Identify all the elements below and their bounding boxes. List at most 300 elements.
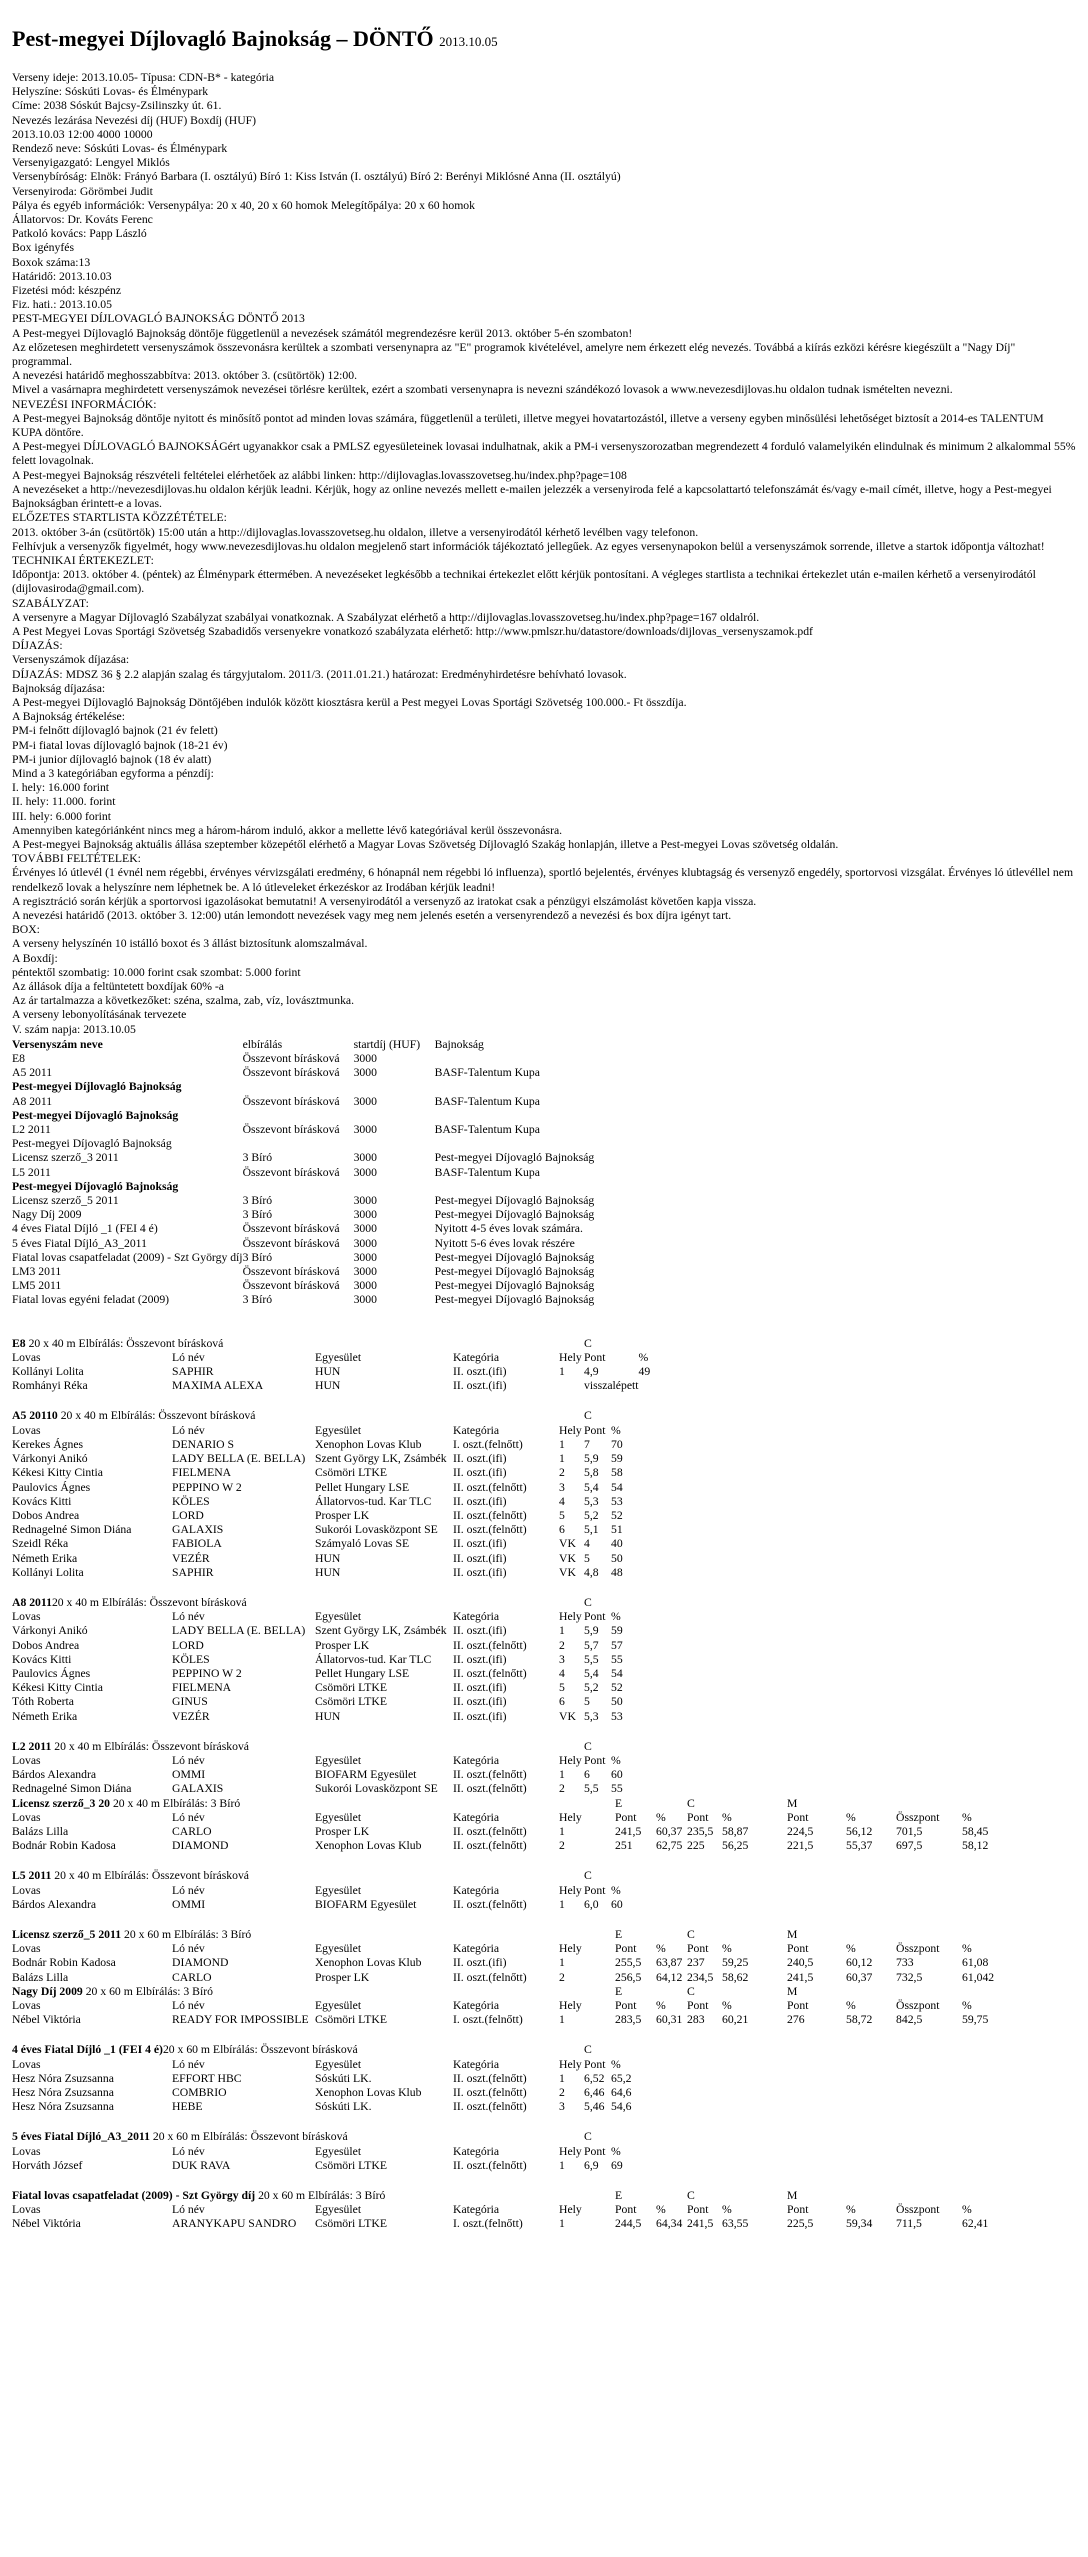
result-header-cell: Hely [559,1350,582,1364]
result-cell: Sukorói Lovasközpont SE [315,1523,438,1537]
result-section-title: 4 éves Fiatal Díjló _1 (FEI 4 é) [12,2043,163,2057]
result-cell: Kollányi Lolita [12,1365,84,1379]
result-cell: 60,31 [656,2013,683,2027]
info-line: Versenyiroda: Görömbei Judit [12,184,153,198]
result-row [12,1566,651,1580]
result-cell: I. oszt.(felnőtt) [453,2013,523,2027]
result-cell: KÖLES [172,1652,210,1666]
result-header-cell: Pont [687,1810,709,1824]
result-header-cell: % [656,2203,666,2217]
result-cell: Xenophon Lovas Klub [315,2086,422,2100]
result-cell: 842,5 [896,2013,923,2027]
result-row [12,1624,651,1638]
result-section [12,2130,1076,2173]
judge-letter: M [787,2189,798,2203]
page-title-date: 2013.10.05 [439,34,498,49]
schedule-cell-fee [354,1180,435,1194]
info-line: Amennyiben kategóriánként nincs meg a három-három induló, akkor a mellette lévő kategóriával kerül összevonásra. [12,823,563,837]
schedule-cell-fee: 3000 [353,1194,377,1208]
result-header-cell: Kategória [453,1810,500,1824]
result-header-cell: Egyesület [315,1942,362,1956]
info-line: A Bajnokság értékelése: [12,710,125,724]
schedule-cell-champ: BASF-Talentum Kupa [434,1123,540,1137]
result-cell: 40 [611,1537,623,1551]
result-header-cell: % [846,1942,856,1956]
result-cell: Kékesi Kitty Cintia [12,1466,103,1480]
result-section-info: 20 x 40 m Elbírálás: Összevont bírásková [51,1739,249,1753]
result-section-title: L5 2011 [12,1869,52,1883]
info-line: TECHNIKAI ÉRTEKEZLET: [12,553,154,567]
schedule-cell-fee: 3000 [353,1123,377,1137]
result-cell: Xenophon Lovas Klub [315,1437,422,1451]
judge-letter: E [615,2189,623,2203]
result-header-cell: Pont [584,2144,606,2158]
schedule-row [12,1123,695,1137]
result-cell: Pellet Hungary LSE [315,1666,410,1680]
schedule-cell-name: Pest-megyei Díjovagló Bajnokság [12,1108,179,1122]
result-header-cell: Hely [559,1942,582,1956]
result-cell: 64,6 [611,2086,632,2100]
schedule-cell-champ [435,1109,695,1123]
result-section-title: L2 2011 [12,1739,52,1753]
info-line: A regisztráció során kérjük a sportorvosi igazolásokat bemutatni! A versenyirodától a versenyző az iratokat csak a pénzügyi elszámolást követően kapja vissza. [12,894,757,908]
info-line: III. hely: 6.000 forint [12,809,111,823]
result-cell: Xenophon Lovas Klub [315,1956,422,1970]
result-section-heading [12,1985,559,1999]
info-line: A Pest-megyei Díjlovagló Bajnokság döntője függetlenül a nevezések számától megrendezésre kerül 2013. október 5-én szombaton! [12,326,633,340]
result-cell: 58,72 [846,2013,873,2027]
result-row [12,2086,651,2100]
result-table [12,1869,651,1912]
result-cell: 52 [611,1508,623,1522]
schedule-cell-name: A8 2011 [12,1094,53,1108]
result-section-info: 20 x 60 m Elbírálás: Összevont bírásková [149,2130,348,2144]
result-cell: 225,5 [787,2217,814,2231]
result-cell: 53 [611,1494,623,1508]
result-section [12,1797,1076,1854]
result-header-cell: Pont [615,1942,637,1956]
result-header-cell: % [846,1810,856,1824]
result-cell: 69 [611,2158,623,2172]
result-cell: 56,25 [722,1839,749,1853]
result-cell: Várkonyi Anikó [12,1452,88,1466]
result-cell: II. oszt.(ifi) [453,1365,507,1379]
result-cell: 3 [559,1652,565,1666]
result-header-cell: % [846,2203,856,2217]
schedule-cell-fee: 3000 [353,1236,377,1250]
schedule-cell-champ: Pest-megyei Díjovagló Bajnokság [434,1151,595,1165]
schedule-cell-champ [435,1137,695,1151]
judge-letter: C [584,1409,592,1423]
result-cell: 234,5 [687,1970,714,1984]
result-header-cell: Hely [559,2144,582,2158]
result-section-info: 20 x 40 m Elbírálás: 3 Bíró [110,1796,241,1810]
result-cell: Csömöri LTKE [315,2013,387,2027]
schedule-cell-champ [435,1052,695,1066]
result-cell: 701,5 [896,1824,923,1838]
result-row [12,1653,651,1667]
info-line: Nevezés lezárása Nevezési díj (HUF) Boxdíj (HUF) [12,113,257,127]
result-table [12,1985,1002,2028]
schedule-cell-judging: Összevont bírásková [242,1123,340,1137]
schedule-row [12,1265,695,1279]
result-cell: 58,12 [962,1839,989,1853]
result-header-cell: % [962,1999,972,2012]
info-line: A Pest-megyei Bajnokság döntője nyitott és minősítő pontot ad minden lovas számára, függetlenül a területi, illetve megyei hovatartozástól, illetve a verseny egyben minősülési lehetőséget biztosít a 2014-es TALENTUM KUPA döntőre. [12,411,1044,440]
info-line: Felhívjuk a versenyzők figyelmét, hogy www.nevezesdijlovas.hu oldalon megjelenő start információk tájékoztató jellegűek. Az egyes versenynapokon belül a versenyszámok sorrende, illetve a startok időpontja változhat! [12,539,1045,553]
result-cell: 6,0 [584,1897,599,1911]
result-row [12,2100,651,2114]
result-table [12,1596,651,1724]
result-cell: Bodnár Robin Kadosa [12,1956,116,1970]
result-header-cell: % [656,1999,666,2012]
result-cell: READY FOR IMPOSSIBLE [172,2013,309,2027]
info-line: 2013.10.03 12:00 4000 10000 [12,127,153,141]
info-line: péntektől szombatig: 10.000 forint csak szombat: 5.000 forint [12,965,301,979]
result-cell: Bodnár Robin Kadosa [12,1839,116,1853]
schedule-cell-champ: BASF-Talentum Kupa [434,1094,540,1108]
schedule-cell-judging: 3 Bíró [242,1151,273,1165]
result-cell: 58,45 [962,1824,989,1838]
result-cell: 70 [611,1437,623,1451]
schedule-row [12,1066,695,1080]
result-cell: Prosper LK [315,1508,370,1522]
result-header-cell: % [611,2057,621,2071]
result-cell: Kovács Kitti [12,1494,72,1508]
result-section-title: Licensz szerző_5 2011 [12,1927,122,1941]
schedule-cell-judging: Összevont bírásková [242,1265,340,1279]
result-header-row [12,1811,1002,1825]
result-cell: 7 [584,1437,590,1451]
result-cell: VEZÉR [172,1709,210,1723]
result-cell: II. oszt.(felnőtt) [453,1523,527,1537]
info-line: BOX: [12,923,40,937]
schedule-cell-champ: Pest-megyei Díjovagló Bajnokság [434,1208,595,1222]
schedule-row [12,1052,695,1066]
result-section-info: 20 x 60 m Elbírálás: 3 Bíró [121,1927,252,1941]
result-cell: 59,34 [846,2217,873,2231]
result-cell: 224,5 [787,1824,814,1838]
result-cell: 1 [559,2158,565,2172]
result-cell: 5,1 [584,1523,599,1537]
schedule-cell-name: Licensz szerző_3 2011 [12,1151,119,1165]
result-header-cell: Kategória [453,1753,500,1767]
result-cell: LADY BELLA (E. BELLA) [172,1624,306,1638]
result-cell: Kékesi Kitty Cintia [12,1681,103,1695]
result-cell: GALAXIS [172,1523,224,1537]
result-cell: VK [559,1709,576,1723]
result-section-info: 20 x 60 m Elbírálás: 3 Bíró [255,2189,386,2203]
result-header-cell: Pont [584,1753,606,1767]
schedule-cell-name: Nagy Díj 2009 [12,1208,82,1222]
result-cell: Csömöri LTKE [315,2158,387,2172]
result-cell: 5,2 [584,1681,599,1695]
result-cell: SAPHIR [172,1365,214,1379]
result-cell: GALAXIS [172,1782,224,1796]
result-table [12,2130,651,2173]
schedule-cell-judging: 3 Bíró [242,1250,273,1264]
result-header-cell: Összpont [896,1942,940,1956]
result-section-title: Nagy Díj 2009 [12,1984,83,1998]
result-cell: Kovács Kitti [12,1652,72,1666]
result-cell: Rednagelné Simon Diána [12,1782,132,1796]
result-section-heading [12,2043,559,2057]
schedule-cell-judging: 3 Bíró [242,1194,273,1208]
result-table [12,1337,679,1394]
result-cell: II. oszt.(ifi) [453,1537,507,1551]
result-header-row [12,2145,651,2159]
schedule-cell-fee [354,1109,435,1123]
info-line: A Pest-megyei Bajnokság részvételi feltételei elérhetőek az alábbi linken: http://dijlovaglas.lovasszovetseg.hu/index.php?page=108 [12,468,627,482]
result-row [12,1825,1002,1839]
result-cell: 240,5 [787,1956,814,1970]
results-page [0,26,1088,2232]
result-cell: 51 [611,1523,623,1537]
result-cell: 62,75 [656,1839,683,1853]
result-cell: II. oszt.(felnőtt) [453,1666,527,1680]
result-cell: 5 [559,1681,565,1695]
result-cell: ARANYKAPU SANDRO [172,2217,297,2231]
schedule-cell-fee: 3000 [353,1151,377,1165]
result-row [12,1681,651,1695]
result-cell: 1 [559,2071,565,2085]
result-cell: 5,9 [584,1624,599,1638]
result-cell: Németh Erika [12,1709,78,1723]
result-cell: DIAMOND [172,1956,229,1970]
schedule-row [12,1180,695,1194]
result-section-info: 20 x 40 m Elbírálás: Összevont bírásková [51,1869,249,1883]
schedule-cell-fee: 3000 [353,1293,377,1307]
schedule-cell-fee: 3000 [353,1165,377,1179]
result-section-heading [12,1596,559,1610]
judge-letter: E [615,1927,623,1941]
result-header-cell: Egyesület [315,2057,362,2071]
result-cell: 5,4 [584,1480,599,1494]
schedule-row [12,1222,695,1236]
schedule-cell-fee: 3000 [353,1208,377,1222]
info-line: Állatorvos: Dr. Kováts Ferenc [12,213,153,227]
result-cell: 49 [638,1365,651,1379]
result-header-cell: Hely [559,1610,582,1624]
schedule-row [12,1251,695,1265]
info-line: PM-i fiatal lovas díjlovagló bajnok (18-21 év) [12,738,228,752]
judge-letter: M [787,1984,798,1998]
result-table [12,1409,651,1579]
result-cell: 241,5 [787,1970,814,1984]
result-header-cell: Lovas [12,1999,41,2012]
info-line: Érvényes ló útlevél (1 évnél nem régebbi, érvényes vérvizsgálati eredmény, 6 hónapnál nem régebbi ló influenza), sportló bejelentés, érvényes klubtagság és versenyző engedély, sportorvosi vizsgálat. Érvényes ló útlevéllel nem rendelkező lovak a helyszínre nem léphetnek be. A ló útleveleket érkezéskor az Irodában kérjük leadni! [12,866,1074,894]
schedule-cell-judging: Összevont bírásková [242,1165,340,1179]
schedule-cell-name: Fiatal lovas egyéni feladat (2009) [12,1293,170,1307]
result-cell: Csömöri LTKE [315,1695,387,1709]
schedule-cell-judging: 3 Bíró [242,1208,273,1222]
result-cell: 4 [584,1537,590,1551]
result-header-cell: Lovas [12,2203,41,2217]
result-header-row [12,1942,1002,1956]
result-cell: 59 [611,1624,623,1638]
result-cell: II. oszt.(felnőtt) [453,1508,527,1522]
result-cell: Kerekes Ágnes [12,1437,84,1451]
result-header-cell: Lovas [12,1610,41,1624]
schedule-cell-judging: Összevont bírásková [242,1052,340,1066]
result-cell: 50 [611,1551,623,1565]
result-row [12,1639,651,1653]
result-header-cell: Kategória [453,2203,500,2217]
result-header-row [12,1351,679,1365]
result-cell: Tóth Roberta [12,1695,74,1709]
info-line: Bajnokság díjazása: [12,681,106,695]
result-row [12,1452,651,1466]
result-cell: Csömöri LTKE [315,2217,387,2231]
result-header-row [12,1754,651,1768]
event-schedule-table [12,1038,695,1308]
result-cell: VK [559,1565,576,1579]
result-cell: 1 [559,1452,565,1466]
result-header-cell: Kategória [453,1350,500,1364]
result-cell: 60,12 [846,1956,873,1970]
schedule-row [12,1080,695,1094]
result-cell: DIAMOND [172,1839,229,1853]
result-cell: 59,75 [962,2013,989,2027]
result-header-cell: Pont [615,2203,637,2217]
result-cell: 64,12 [656,1970,683,1984]
result-cell: 55 [611,1652,623,1666]
result-cell: Balázs Lilla [12,1970,69,1984]
result-cell: II. oszt.(ifi) [453,1681,507,1695]
result-cell: 4,8 [584,1565,599,1579]
result-cell: II. oszt.(ifi) [453,1494,507,1508]
result-header-cell: Pont [584,2057,606,2071]
result-header-cell: Egyesület [315,1610,362,1624]
result-cell: 276 [787,2013,805,2027]
result-section-info: 20 x 40 m Elbírálás: Összevont bírásková [57,1409,256,1423]
schedule-header-name: Versenyszám neve [12,1037,103,1051]
result-cell: 6,46 [584,2086,605,2100]
schedule-row [12,1137,695,1151]
info-line: Az állások díja a feltüntetett boxdíjak 60% -a [12,980,224,993]
result-header-row [12,2203,1002,2217]
schedule-cell-champ: Pest-megyei Díjovagló Bajnokság [434,1250,595,1264]
judge-letter: M [787,1796,798,1810]
schedule-cell-fee: 3000 [353,1279,377,1293]
result-cell: 50 [611,1695,623,1709]
result-header-row [12,2058,651,2072]
result-header-cell: Kategória [453,1610,500,1624]
judge-letter: C [584,1739,592,1753]
result-cell: BIOFARM Egyesület [315,1768,417,1782]
schedule-cell-name: 4 éves Fiatal Díjló _1 (FEI 4 é) [12,1222,158,1236]
result-cell: 48 [611,1565,623,1579]
result-cell: Bárdos Alexandra [12,1897,97,1911]
result-header-cell: Pont [787,2203,809,2217]
result-cell: HUN [315,1551,341,1565]
result-cell: 1 [559,1768,565,1782]
result-cell: 5,3 [584,1494,599,1508]
schedule-cell-champ: BASF-Talentum Kupa [434,1165,540,1179]
result-cell: VK [559,1537,576,1551]
schedule-row [12,1237,695,1251]
result-cell: Csömöri LTKE [315,1681,387,1695]
result-section-title: 5 éves Fiatal Díjló_A3_2011 [12,2130,150,2144]
result-header-cell: Kategória [453,2144,500,2158]
schedule-cell-judging: Összevont bírásková [242,1279,340,1293]
result-cell: 64,34 [656,2217,683,2231]
result-header-cell: Pont [787,1999,809,2012]
schedule-header-judging: elbírálás [242,1037,283,1051]
schedule-cell-champ: BASF-Talentum Kupa [434,1066,540,1080]
result-header-cell: Ló név [172,1883,205,1897]
schedule-row [12,1095,695,1109]
result-cell: 5 [584,1695,590,1709]
result-cell: Sóskúti LK. [315,2100,372,2114]
result-cell: FIELMENA [172,1466,232,1480]
result-cell: 63,87 [656,1956,683,1970]
result-cell: LADY BELLA (E. BELLA) [172,1452,306,1466]
result-header-cell: Egyesület [315,1883,362,1897]
result-section [12,1409,1076,1579]
info-line: A verseny lebonyolításának tervezete [12,1008,187,1022]
result-cell: 2 [559,1638,565,1652]
result-row [12,1695,651,1709]
judge-letter: C [687,1927,695,1941]
info-line: Fizetési mód: készpénz [12,284,122,298]
schedule-cell-fee: 3000 [353,1250,377,1264]
result-header-cell: Hely [559,1999,582,2012]
result-header-cell: Egyesület [315,2144,362,2158]
result-cell: II. oszt.(ifi) [453,1652,507,1666]
result-cell: Bárdos Alexandra [12,1768,97,1782]
result-cell: 61,08 [962,1956,989,1970]
info-line: A nevezési határidő meghosszabbítva: 2013. október 3. (csütörtök) 12:00. [12,369,358,383]
result-header-cell: Egyesület [315,2203,362,2217]
info-line: A nevezési határidő (2013. október 3. 12:00) után lemondott nevezések vagy meg nem jelenés esetén a versenyrendező a nevezési és box díjra igényt tart. [12,908,732,922]
result-header-cell: Ló név [172,1942,205,1956]
result-cell: DUK RAVA [172,2158,231,2172]
info-line: Patkoló kovács: Papp László [12,227,147,241]
result-row [12,1710,651,1724]
info-line: Mind a 3 kategóriában egyforma a pénzdíj: [12,766,214,780]
result-cell: 60,21 [722,2013,749,2027]
result-cell: 5,46 [584,2100,605,2114]
result-cell: HUN [315,1379,341,1393]
result-cell: Szeidl Réka [12,1537,69,1551]
result-cell: II. oszt.(felnőtt) [453,1897,527,1911]
info-line: Határidő: 2013.10.03 [12,269,112,283]
schedule-cell-name: Licensz szerző_5 2011 [12,1194,119,1208]
result-header-cell: Pont [787,1810,809,1824]
result-cell: 732,5 [896,1970,923,1984]
schedule-cell-name: Pest-megyei Díjovagló Bajnokság [12,1137,172,1151]
result-header-row [12,1884,651,1898]
schedule-cell-name: LM5 2011 [12,1279,62,1293]
result-header-cell: % [611,1883,621,1897]
result-table [12,1740,651,1797]
result-header-cell: Pont [787,1942,809,1956]
result-cell: LORD [172,1638,204,1652]
result-cell: 54 [611,1480,623,1494]
result-header-cell: Egyesület [315,1423,362,1437]
info-line: DÍJAZÁS: [12,639,63,653]
schedule-cell-fee: 3000 [353,1265,377,1279]
result-cell: LORD [172,1508,204,1522]
result-row [12,1971,1002,1985]
result-section [12,1985,1076,2028]
result-header-cell: Pont [687,1942,709,1956]
result-header-cell: Kategória [453,1883,500,1897]
info-line: Boxok száma:13 [12,255,91,269]
schedule-cell-name: Pest-megyei Díjlovagló Bajnokság [12,1080,182,1094]
info-line: PM-i felnőtt díjlovagló bajnok (21 év felett) [12,724,218,738]
